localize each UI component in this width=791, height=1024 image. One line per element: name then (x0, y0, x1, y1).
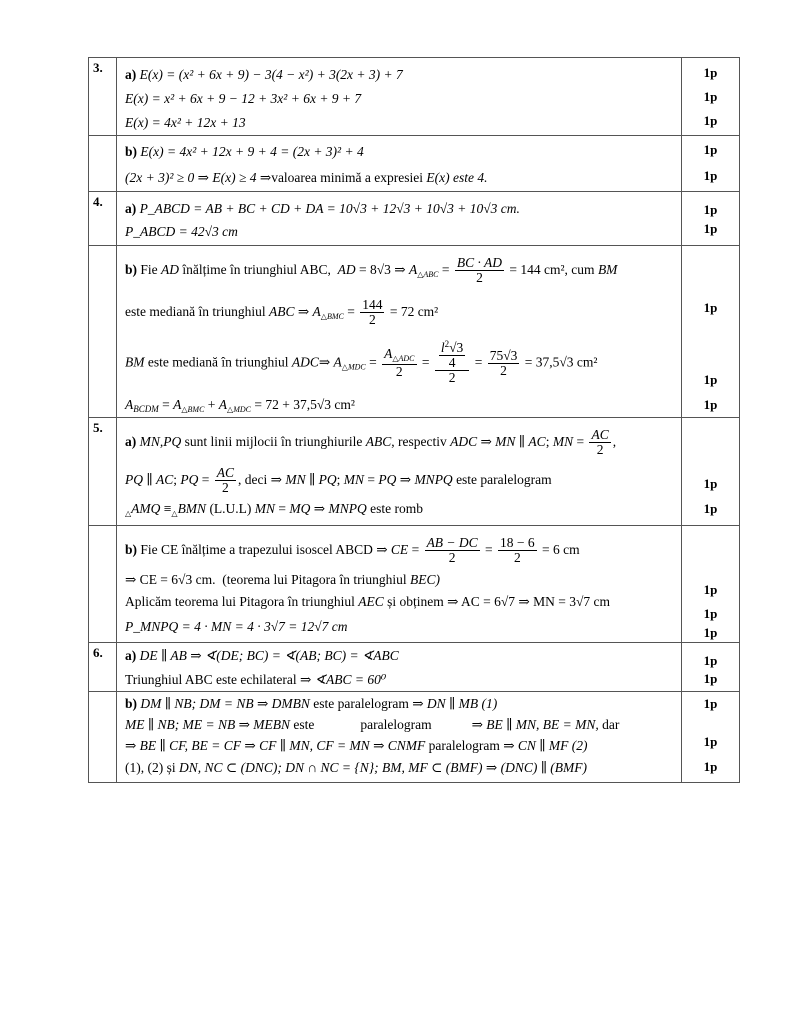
solution-cell (117, 526, 682, 643)
equation-line: E(x) = 4x² + 12x + 13 (125, 115, 246, 130)
equation-line: a) P_ABCD = AB + BC + CD + DA = 10√3 + 12√3 + 10√3 + 10√3 cm. (125, 201, 520, 216)
points-value: 1p (703, 582, 718, 597)
points-value: 1p (703, 372, 718, 387)
points-cell (682, 58, 740, 136)
points-value: 1p (703, 653, 718, 668)
points-value: 1p (703, 625, 718, 640)
equation-line: $A_{BCDM} = A_{\triangle BMC} + A_{\triangle MDC} = 72 + 37,5√3$ cm² (125, 397, 355, 414)
equation-line: este mediană în triunghiul ABC ⇒ $A_{\triangle BMC}$ = $\frac{144}{2}$ = 72 cm² (125, 297, 439, 328)
points-cell (682, 643, 740, 692)
points-value: 1p (703, 89, 718, 104)
points-value: 1p (703, 671, 718, 686)
table-row (89, 192, 740, 246)
solution-cell (117, 58, 682, 136)
points-cell (682, 526, 740, 643)
equation-line: b) DM ∥ NB; DM = NB ⇒ DMBN este paralelogram ⇒ DN ∥ MB (1) (125, 696, 498, 711)
item-number: 3. (89, 58, 117, 136)
table-row (89, 692, 740, 783)
equation-line: b) Fie AD înălțime în triunghiul ABC, AD = 8√3 ⇒ $A_{\triangle ABC}$ = $\frac{BC \cdot AD}{2}$ = 144 cm², cum BM (125, 255, 618, 286)
points-cell (682, 192, 740, 246)
points-value: 1p (703, 501, 718, 516)
equation-line: b) E(x) = 4x² + 12x + 9 + 4 = (2x + 3)² + 4 (125, 144, 364, 159)
solution-cell (117, 418, 682, 526)
table-row (89, 58, 740, 136)
points-value: 1p (703, 397, 718, 412)
equation-line: Aplicăm teorema lui Pitagora în triunghiul AEC și obținem ⇒ AC = 6√7 ⇒ MN = 3√7 cm (125, 594, 611, 609)
item-number: 6. (89, 643, 117, 692)
solution-cell (117, 192, 682, 246)
points-value: 1p (703, 300, 718, 315)
table-row (89, 526, 740, 643)
grading-table (88, 57, 740, 783)
equation-line: P_MNPQ = 4 · MN = 4 · 3√7 = 12√7 cm (125, 619, 348, 634)
equation-line: $_\triangle AMQ \equiv_\triangle BMN$ (L.U.L) MN = MQ ⇒ MNPQ este romb (125, 501, 423, 518)
table-row (89, 418, 740, 526)
equation-line: E(x) = x² + 6x + 9 − 12 + 3x² + 6x + 9 + 7 (125, 91, 362, 106)
points-cell (682, 418, 740, 526)
points-value: 1p (703, 168, 718, 183)
equation-line: Triunghiul ABC este echilateral ⇒ ∢ABC = 60⁰ (125, 672, 387, 687)
equation-line: ⇒ CE = 6√3 cm. (teorema lui Pitagora în triunghiul BEC) (125, 572, 441, 587)
equation-line: a) MN,PQ sunt linii mijlocii în triunghiurile ABC, respectiv ADC ⇒ MN ∥ AC; MN = $\frac{AC}{2}$ , (125, 427, 617, 458)
points-cell (682, 246, 740, 418)
equation-line: a) DE ∥ AB ⇒ ∢(DE; BC) = ∢(AB; BC) = ∢ABC (125, 648, 399, 663)
equation-line: P_ABCD = 42√3 cm (125, 224, 238, 239)
points-value: 1p (703, 476, 718, 491)
points-value: 1p (703, 202, 718, 217)
points-value: 1p (703, 65, 718, 80)
points-cell (682, 136, 740, 192)
points-value: 1p (703, 221, 718, 236)
equation-line: a) E(x) = (x² + 6x + 9) − 3(4 − x²) + 3(2x + 3) + 7 (125, 67, 403, 82)
equation-line: BM este mediană în triunghiul ADC⇒ $A_{\triangle MDC}$ = $\frac{A_{\triangle ADC}}{2}$ = $\frac{\frac{l^2√3}{4}}{2}$ = $\frac{75√3}{2}$ = 37,5√3 cm² (125, 339, 598, 386)
equation-line: PQ ∥ AC; PQ = $\frac{AC}{2}$ , deci ⇒ MN ∥ PQ; MN = PQ ⇒ MNPQ este paralelogram (125, 465, 552, 496)
table-row (89, 136, 740, 192)
item-number: 5. (89, 418, 117, 526)
solution-cell (117, 692, 682, 783)
solution-cell (117, 643, 682, 692)
equation-line: b) Fie CE înălțime a trapezului isoscel ABCD ⇒ CE = $\frac{AB - DC}{2}$ = $\frac{18 - 6}{2}$ = 6 cm (125, 535, 580, 566)
item-number: 4. (89, 192, 117, 246)
points-cell (682, 692, 740, 783)
points-value: 1p (703, 759, 718, 774)
equation-line: (1), (2) și DN, NC ⊂ (DNC); DN ∩ NC = {N}; BM, MF ⊂ (BMF) ⇒ (DNC) ∥ (BMF) (125, 760, 588, 775)
table-row (89, 246, 740, 418)
points-value: 1p (703, 606, 718, 621)
solution-cell (117, 246, 682, 418)
points-value: 1p (703, 734, 718, 749)
table-row (89, 643, 740, 692)
equation-line: ME ∥ NB; ME = NB ⇒ MEBN este paralelogram ⇒ BE ∥ MN, BE = MN, dar (125, 717, 620, 732)
equation-line: ⇒ BE ∥ CF, BE = CF ⇒ CF ∥ MN, CF = MN ⇒ CNMF paralelogram ⇒ CN ∥ MF (2) (125, 738, 588, 753)
points-value: 1p (703, 113, 718, 128)
equation-line: (2x + 3)² ≥ 0 ⇒ E(x) ≥ 4 ⇒valoarea minimă a expresiei E(x) este 4. (125, 170, 488, 185)
points-value: 1p (703, 142, 718, 157)
solution-cell (117, 136, 682, 192)
points-value: 1p (703, 696, 718, 711)
